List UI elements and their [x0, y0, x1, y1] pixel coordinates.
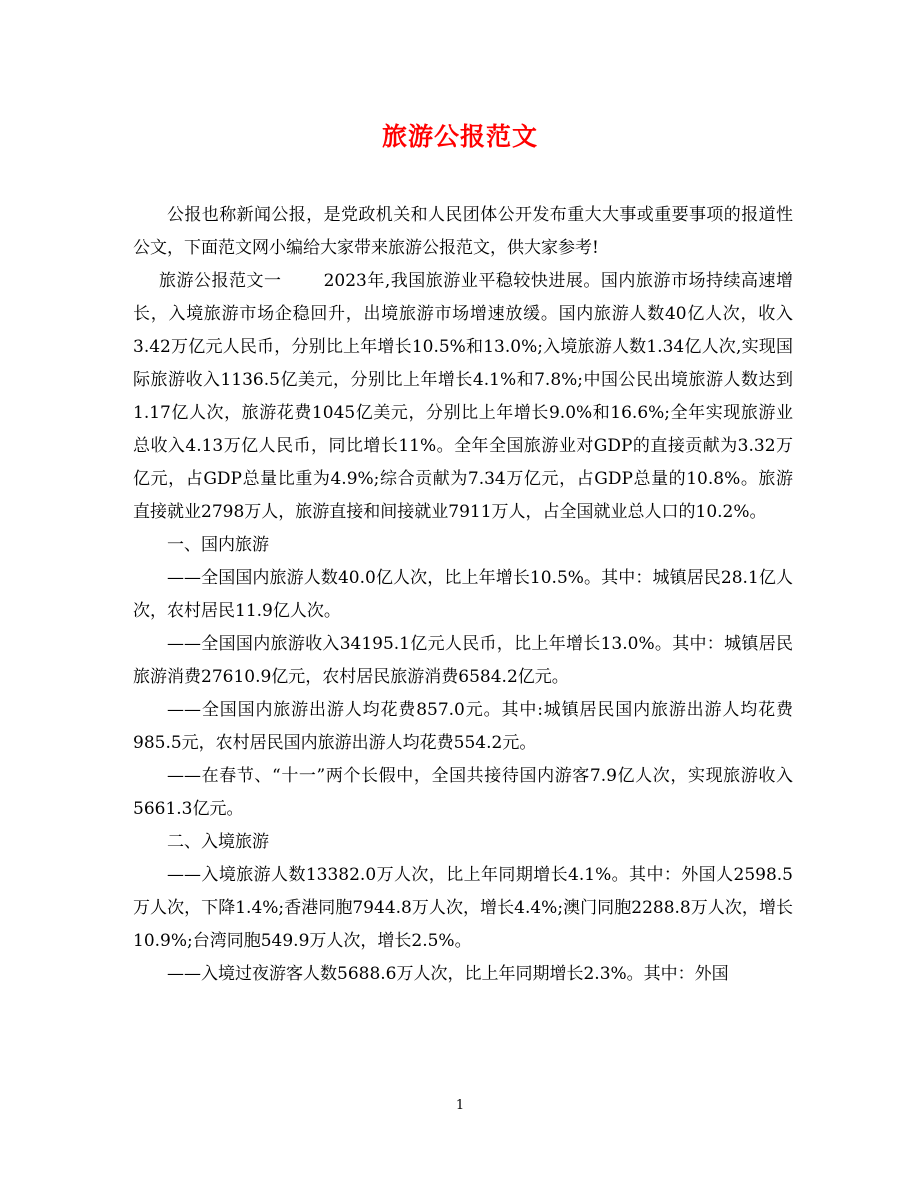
holidays-paragraph: ——在春节、“十一”两个长假中，全国共接待国内游客7.9亿人次，实现旅游收入5661.3亿元。: [133, 766, 793, 819]
domestic-per-capita-paragraph: ——全国国内旅游出游人均花费857.0元。其中:城镇居民国内旅游出游人均花费985.5元，农村居民国内旅游出游人均花费554.2元。: [133, 700, 793, 753]
inbound-overnight-paragraph: ——入境过夜游客人数5688.6万人次，比上年同期增长2.3%。其中：外国: [167, 964, 729, 984]
page-number: 1: [455, 1098, 465, 1113]
overview-text: 2023年,我国旅游业平稳较快进展。国内旅游市场持续高速增长，入境旅游市场企稳回升，出境旅游市场增速放缓。国内旅游人数40亿人次，收入3.42万亿元人民币，分别比上年增长10.5%和13.0%;入境旅游人数1.34亿人次,实现国际旅游收入1136.5亿美元，分别比上年增长4.1%和7.8%;中国公民出境旅游人数达到1.17亿人次，旅游花费1045亿美元，分别比上年增长9.0%和16.6%;全年实现旅游业总收入4.13万亿人民币，同比增长11%。全年全国旅游业对GDP的直接贡献为3.32万亿元，占GDP总量比重为4.9%;综合贡献为7.34万亿元，占GDP总量的10.8%。旅游直接就业2798万人，旅游直接和间接就业7911万人，占全国就业总人口的10.2%。: [133, 271, 794, 522]
intro-paragraph: 公报也称新闻公报，是党政机关和人民团体公开发布重大大事或重要事项的报道性公文，下面范文网小编给大家带来旅游公报范文，供大家参考!: [133, 205, 793, 258]
document-title: 旅游公报范文: [381, 122, 538, 151]
domestic-revenue-paragraph: ——全国国内旅游收入34195.1亿元人民币，比上年增长13.0%。其中：城镇居民旅游消费27610.9亿元，农村居民旅游消费6584.2亿元。: [133, 634, 793, 687]
overview-paragraph: [133, 265, 793, 529]
document-body: [133, 199, 793, 991]
section-heading-domestic: 一、国内旅游: [167, 535, 269, 555]
sample-label: 旅游公报范文一: [159, 271, 282, 291]
domestic-visitors-paragraph: ——全国国内旅游人数40.0亿人次，比上年增长10.5%。其中：城镇居民28.1亿人次，农村居民11.9亿人次。: [133, 568, 793, 621]
inbound-visitors-paragraph: ——入境旅游人数13382.0万人次，比上年同期增长4.1%。其中：外国人2598.5万人次，下降1.4%;香港同胞7944.8万人次，增长4.4%;澳门同胞2288.8万人次，增长10.9%;台湾同胞549.9万人次，增长2.5%。: [133, 865, 793, 951]
section-heading-inbound: 二、入境旅游: [167, 832, 269, 852]
